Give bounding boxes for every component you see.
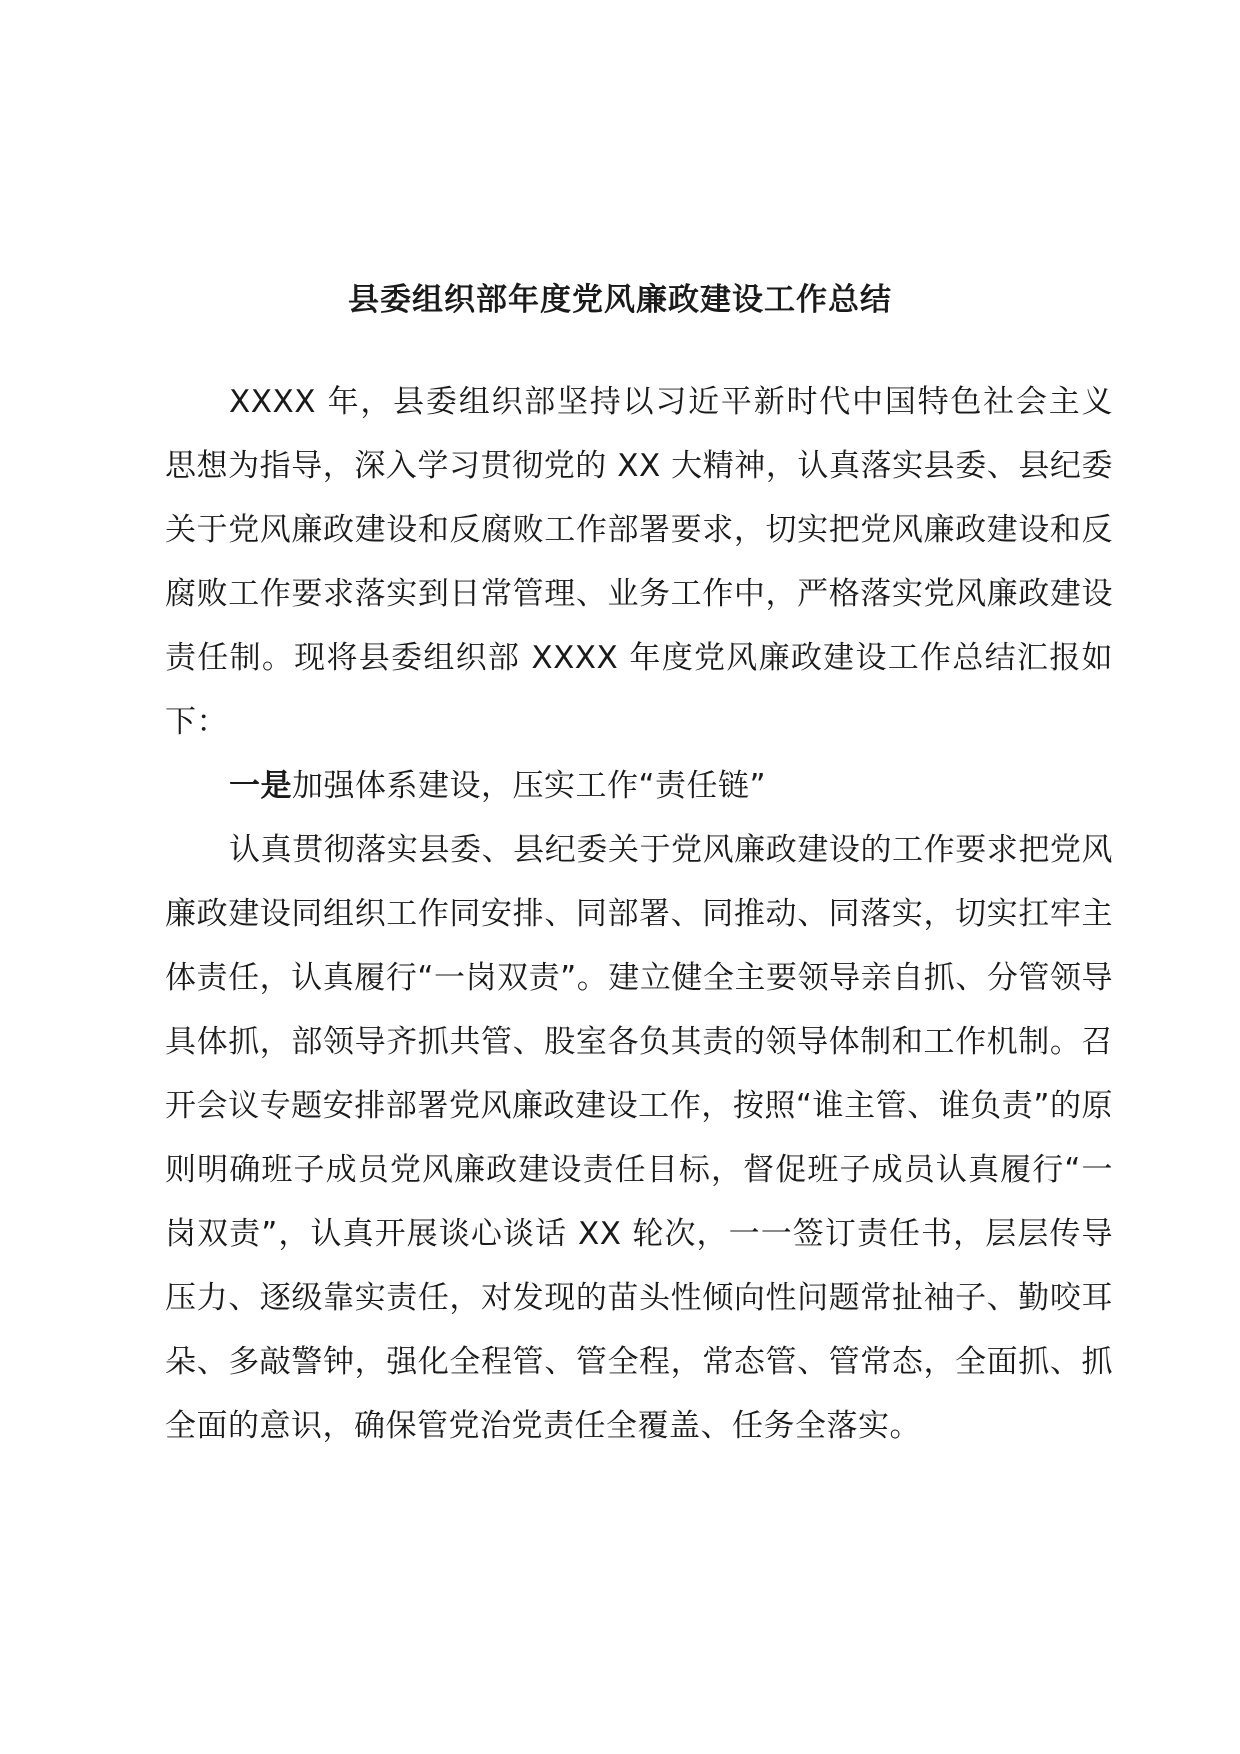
section-1-heading	[165, 754, 1113, 818]
document-body	[165, 370, 1113, 1458]
section-1-paragraph: 认真贯彻落实县委、县纪委关于党风廉政建设的工作要求把党风廉政建设同组织工作同安排、同部署、同推动、同落实，切实扛牢主体责任，认真履行“一岗双责”。建立健全主要领导亲自抓、分管领导具体抓，部领导齐抓共管、股室各负其责的领导体制和工作机制。召开会议专题安排部署党风廉政建设工作，按照“谁主管、谁负责”的原则明确班子成员党风廉政建设责任目标，督促班子成员认真履行“一岗双责”，认真开展谈心谈话 XX 轮次，一一签订责任书，层层传导压力、逐级靠实责任，对发现的苗头性倾向性问题常扯袖子、勤咬耳朵、多敲警钟，强化全程管、管全程，常态管、管常态，全面抓、抓全面的意识，确保管党治党责任全覆盖、任务全落实。	[165, 832, 1113, 1444]
section-1-label: 一是	[229, 768, 292, 804]
intro-paragraph: XXXX 年，县委组织部坚持以习近平新时代中国特色社会主义思想为指导，深入学习贯彻党的 XX 大精神，认真落实县委、县纪委关于党风廉政建设和反腐败工作部署要求，切实把党风廉政建设和反腐败工作要求落实到日常管理、业务工作中，严格落实党风廉政建设责任制。现将县委组织部 XXXX 年度党风廉政建设工作总结汇报如下：	[165, 384, 1113, 740]
document-title: 县委组织部年度党风廉政建设工作总结	[348, 282, 892, 318]
section-1-heading-text: 加强体系建设，压实工作“责任链”	[292, 768, 767, 804]
